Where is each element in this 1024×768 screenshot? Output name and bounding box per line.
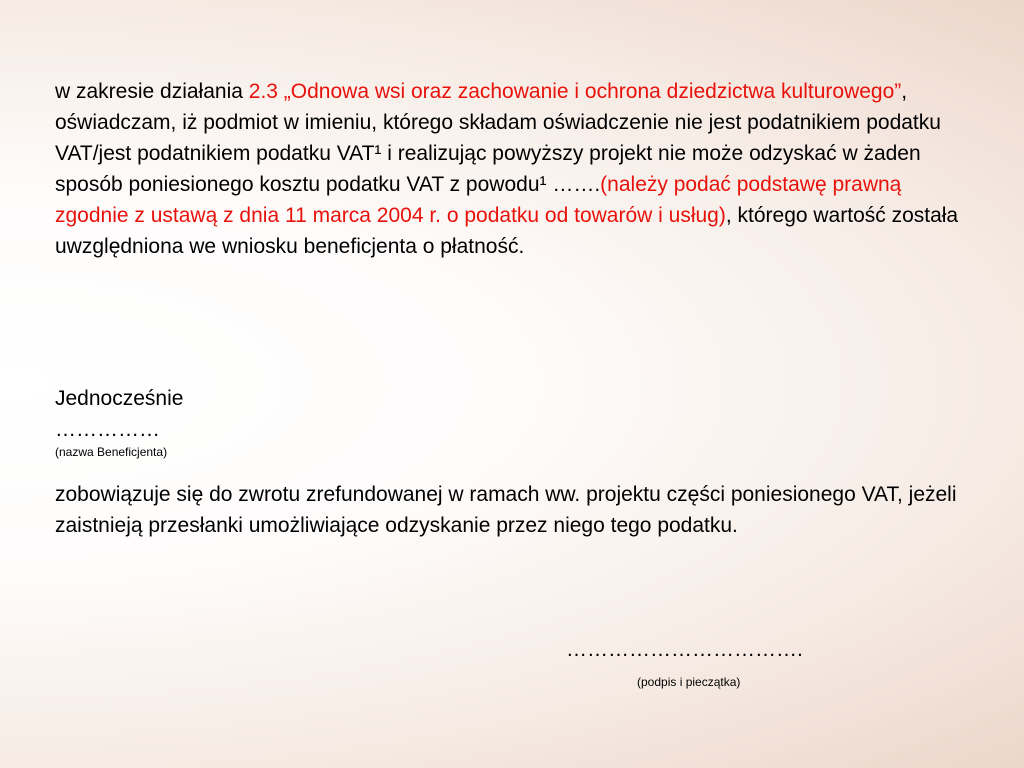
signature-caption: (podpis i pieczątka) bbox=[637, 675, 741, 689]
statement-text: oświadczam, iż podmiot w imieniu, którego składam oświadczenie nie jest podatnikiem podatku VAT/jest podatnikiem podatku VAT¹ i realizując powyższy projekt nie może odzyskać w żaden sposób poniesionego kosztu podatku VAT z powodu¹ ……. bbox=[55, 111, 941, 196]
action-comma: , bbox=[901, 80, 908, 103]
declaration-paragraph bbox=[55, 76, 975, 262]
beneficiary-name-caption: (nazwa Beneficjenta) bbox=[55, 445, 168, 459]
beneficiary-name-placeholder: …………… bbox=[55, 418, 160, 441]
obligation-paragraph: zobowiązuje się do zwrotu zrefundowanej w ramach ww. projektu części poniesionego VAT, jeżeli zaistnieją przesłanki umożliwiające odzyskanie przez niego tego podatku. bbox=[55, 483, 957, 537]
intro-text: w zakresie działania bbox=[55, 80, 249, 103]
legal-basis-note: (należy podać podstawę prawną zgodnie z ustawą z dnia 11 marca 2004 r. o podatku od towarów i usług) bbox=[55, 173, 902, 227]
closing-text: , którego wartość została uwzględniona we wniosku beneficjenta o płatność. bbox=[55, 204, 959, 258]
action-name: 2.3 „Odnowa wsi oraz zachowanie i ochrona dziedzictwa kulturowego” bbox=[248, 80, 902, 103]
signature-placeholder: ……………………………. bbox=[566, 638, 803, 661]
simultaneously-label: Jednocześnie bbox=[55, 387, 184, 410]
